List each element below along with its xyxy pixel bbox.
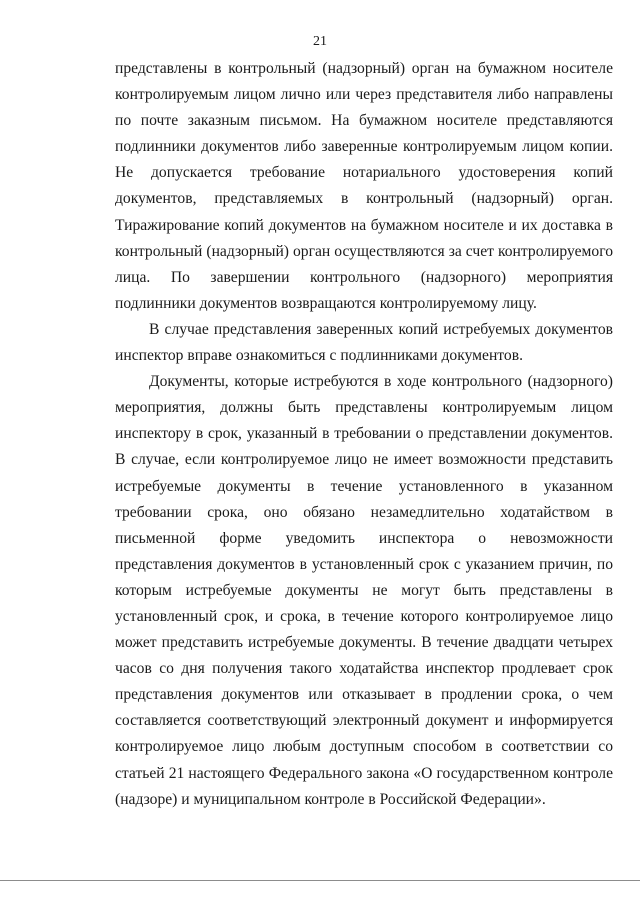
page-bottom-divider	[0, 880, 640, 881]
paragraph-continuation: представлены в контрольный (надзорный) орган на бумажном носителе контролируемым лицом лично или через представителя либо направлены по почте заказным письмом. На бумажном носителе представляются подлинники документов либо заверенные контролируемым лицом копии. Не допускается требование нотариального удостоверения копий документов, представляемых в контрольный (надзорный) орган. Тиражирование копий документов на бумажном носителе и их доставка в контрольный (надзорный) орган осуществляются за счет контролируемого лица. По завершении контрольного (надзорного) мероприятия подлинники документов возвращаются контролируемому лицу.	[115, 60, 613, 312]
page-number: 21	[313, 34, 327, 49]
paragraph-document-deadline: Документы, которые истребуются в ходе контрольного (надзорного) мероприятия, должны быть представлены контролируемым лицом инспектору в срок, указанный в требовании о представлении документов. В случае, если контролируемое лицо не имеет возможности представить истребуемые документы в течение установленного в указанном требовании срока, оно обязано незамедлительно ходатайством в письменной форме уведомить инспектора о невозможности представления документов в установленный срок с указанием причин, по которым истребуемые документы не могут быть представлены в установленный срок, и срока, в течение которого контролируемое лицо может представить истребуемые документы. В течение двадцати четырех часов со дня получения такого ходатайства инспектор продлевает срок представления документов или отказывает в продлении срока, о чем составляется соответствующий электронный документ и информируется контролируемое лицо любым доступным способом в соответствии со статьей 21 настоящего Федерального закона «О государственном контроле (надзоре) и муниципальном контроле в Российской Федерации».	[115, 373, 613, 808]
paragraph-certified-copies: В случае представления заверенных копий истребуемых документов инспектор вправе ознакомиться с подлинниками документов.	[115, 320, 613, 365]
document-body	[115, 56, 613, 813]
